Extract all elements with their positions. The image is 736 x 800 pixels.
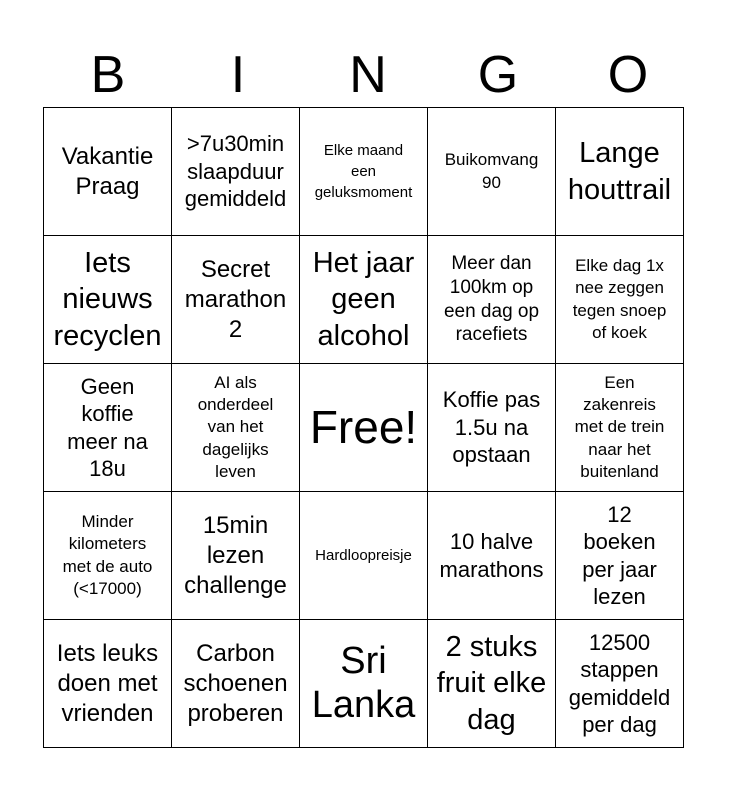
bingo-cell[interactable] [428, 620, 556, 748]
bingo-cell[interactable] [428, 492, 556, 620]
board-row [44, 236, 684, 364]
bingo-cell[interactable] [172, 492, 300, 620]
cell-text: Carbon schoenen proberen [183, 639, 288, 727]
bingo-cell[interactable] [300, 108, 428, 236]
cell-text: Elke dag 1x nee zeggen tegen snoep of koek [572, 256, 667, 342]
free-text: Free! [309, 400, 418, 453]
bingo-board [43, 107, 684, 748]
bingo-cell[interactable] [172, 364, 300, 492]
bingo-cell[interactable] [300, 236, 428, 364]
cell-text: Iets leuks doen met vrienden [56, 639, 159, 727]
cell-text: 2 stuks fruit elke dag [436, 631, 547, 736]
bingo-cell[interactable] [172, 236, 300, 364]
cell-text: >7u30min slaapduur gemiddeld [184, 131, 287, 212]
bingo-cell[interactable] [44, 620, 172, 748]
cell-text: 12 boeken per jaar lezen [582, 501, 657, 609]
cell-text: Secret marathon 2 [184, 255, 287, 343]
bingo-cell[interactable] [172, 620, 300, 748]
header-letter-n: N [349, 46, 387, 104]
cell-text: Sri Lanka [311, 639, 416, 726]
bingo-cell[interactable] [172, 108, 300, 236]
board-row [44, 492, 684, 620]
bingo-cell[interactable] [556, 620, 684, 748]
cell-text: Geen koffie meer na 18u [67, 373, 148, 481]
board-row [44, 364, 684, 492]
bingo-cell[interactable] [556, 364, 684, 492]
bingo-cell[interactable] [44, 236, 172, 364]
bingo-cell[interactable] [556, 492, 684, 620]
cell-text: 15min lezen challenge [184, 511, 287, 599]
bingo-cell[interactable] [556, 236, 684, 364]
bingo-cell[interactable] [556, 108, 684, 236]
cell-text: Vakantie Praag [61, 142, 154, 200]
header-letter-b: B [90, 46, 126, 104]
cell-text: Meer dan 100km op een dag op racefiets [443, 253, 540, 346]
header-letter-g: G [477, 46, 519, 104]
cell-text: Elke maand een geluksmoment [314, 142, 413, 201]
cell-text: 12500 stappen gemiddeld per dag [568, 629, 671, 737]
bingo-cell[interactable] [44, 364, 172, 492]
bingo-cell[interactable] [428, 364, 556, 492]
bingo-header [43, 44, 693, 106]
free-cell[interactable] [300, 364, 428, 492]
cell-text: Lange houttrail [567, 137, 672, 206]
bingo-cell[interactable] [428, 108, 556, 236]
bingo-cell[interactable] [44, 492, 172, 620]
bingo-cell[interactable] [300, 620, 428, 748]
cell-text: Koffie pas 1.5u na opstaan [442, 387, 541, 468]
bingo-cell[interactable] [300, 492, 428, 620]
cell-text: AI als onderdeel van het dagelijks leven [197, 373, 274, 481]
bingo-cell[interactable] [428, 236, 556, 364]
cell-text: 10 halve marathons [439, 529, 544, 582]
bingo-cell[interactable] [44, 108, 172, 236]
header-letter-i: I [230, 46, 246, 104]
cell-text: Buikomvang 90 [444, 150, 539, 192]
board-row [44, 620, 684, 748]
cell-text: Iets nieuws recyclen [53, 247, 162, 352]
cell-text: Hardloopreisje [315, 547, 412, 564]
header-letter-o: O [607, 46, 649, 104]
cell-text: Het jaar geen alcohol [312, 247, 415, 352]
board-row [44, 108, 684, 236]
cell-text: Een zakenreis met de trein naar het buitenland [574, 373, 665, 481]
cell-text: Minder kilometers met de auto (<17000) [62, 512, 153, 598]
